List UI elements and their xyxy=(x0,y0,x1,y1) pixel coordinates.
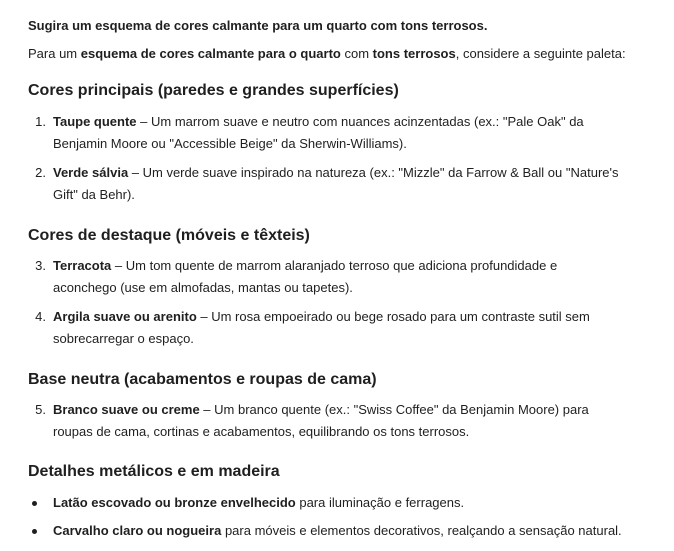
item-title: Verde sálvia xyxy=(53,165,129,180)
list-item: 2. Verde sálvia – Um verde suave inspirado na natureza (ex.: "Mizzle" da Farrow & Ball ou "Nature's Gift" da Behr). xyxy=(28,162,658,206)
section-heading-metal-wood: Detalhes metálicos e em madeira xyxy=(28,463,280,480)
item-title: Taupe quente xyxy=(53,114,137,129)
item-title: Carvalho claro ou nogueira xyxy=(53,523,222,538)
bullet-dot-icon xyxy=(32,501,37,506)
bullet-dot-icon xyxy=(32,529,37,534)
intro-paragraph: Para um esquema de cores calmante para o quarto com tons terrosos, considere a seguinte paleta: xyxy=(28,46,626,61)
item-title: Latão escovado ou bronze envelhecido xyxy=(53,495,296,510)
list-item: 5. Branco suave ou creme – Um branco quente (ex.: "Swiss Coffee" da Benjamin Moore) para roupas de cama, cortinas e acabamentos, equilibrando os tons terrosos. xyxy=(28,399,658,443)
bullet-item: Carvalho claro ou nogueira para móveis e elementos decorativos, realçando a sensação natural. xyxy=(28,520,658,542)
item-number: 2. xyxy=(35,165,46,180)
item-title: Branco suave ou creme xyxy=(53,402,200,417)
list-item: 1. Taupe quente – Um marrom suave e neutro com nuances acinzentadas (ex.: "Pale Oak" da Benjamin Moore ou "Accessible Beige" da Sherwin-Williams). xyxy=(28,111,658,155)
item-number: 1. xyxy=(35,114,46,129)
item-number: 4. xyxy=(35,309,46,324)
section-heading-main-colors: Cores principais (paredes e grandes superfícies) xyxy=(28,82,399,99)
section-heading-accent-colors: Cores de destaque (móveis e têxteis) xyxy=(28,227,310,244)
list-item: 4. Argila suave ou arenito – Um rosa empoeirado ou bege rosado para um contraste sutil sem sobrecarregar o espaço. xyxy=(28,306,658,350)
item-number: 3. xyxy=(35,258,46,273)
item-number: 5. xyxy=(35,402,46,417)
item-title: Terracota xyxy=(53,258,112,273)
list-item: 3. Terracota – Um tom quente de marrom alaranjado terroso que adiciona profundidade e aconchego (use em almofadas, mantas ou tapetes). xyxy=(28,255,658,299)
bullet-item: Latão escovado ou bronze envelhecido para iluminação e ferragens. xyxy=(28,492,658,514)
user-prompt: Sugira um esquema de cores calmante para um quarto com tons terrosos. xyxy=(28,18,488,33)
section-heading-neutral-base: Base neutra (acabamentos e roupas de cama) xyxy=(28,371,377,388)
item-title: Argila suave ou arenito xyxy=(53,309,197,324)
